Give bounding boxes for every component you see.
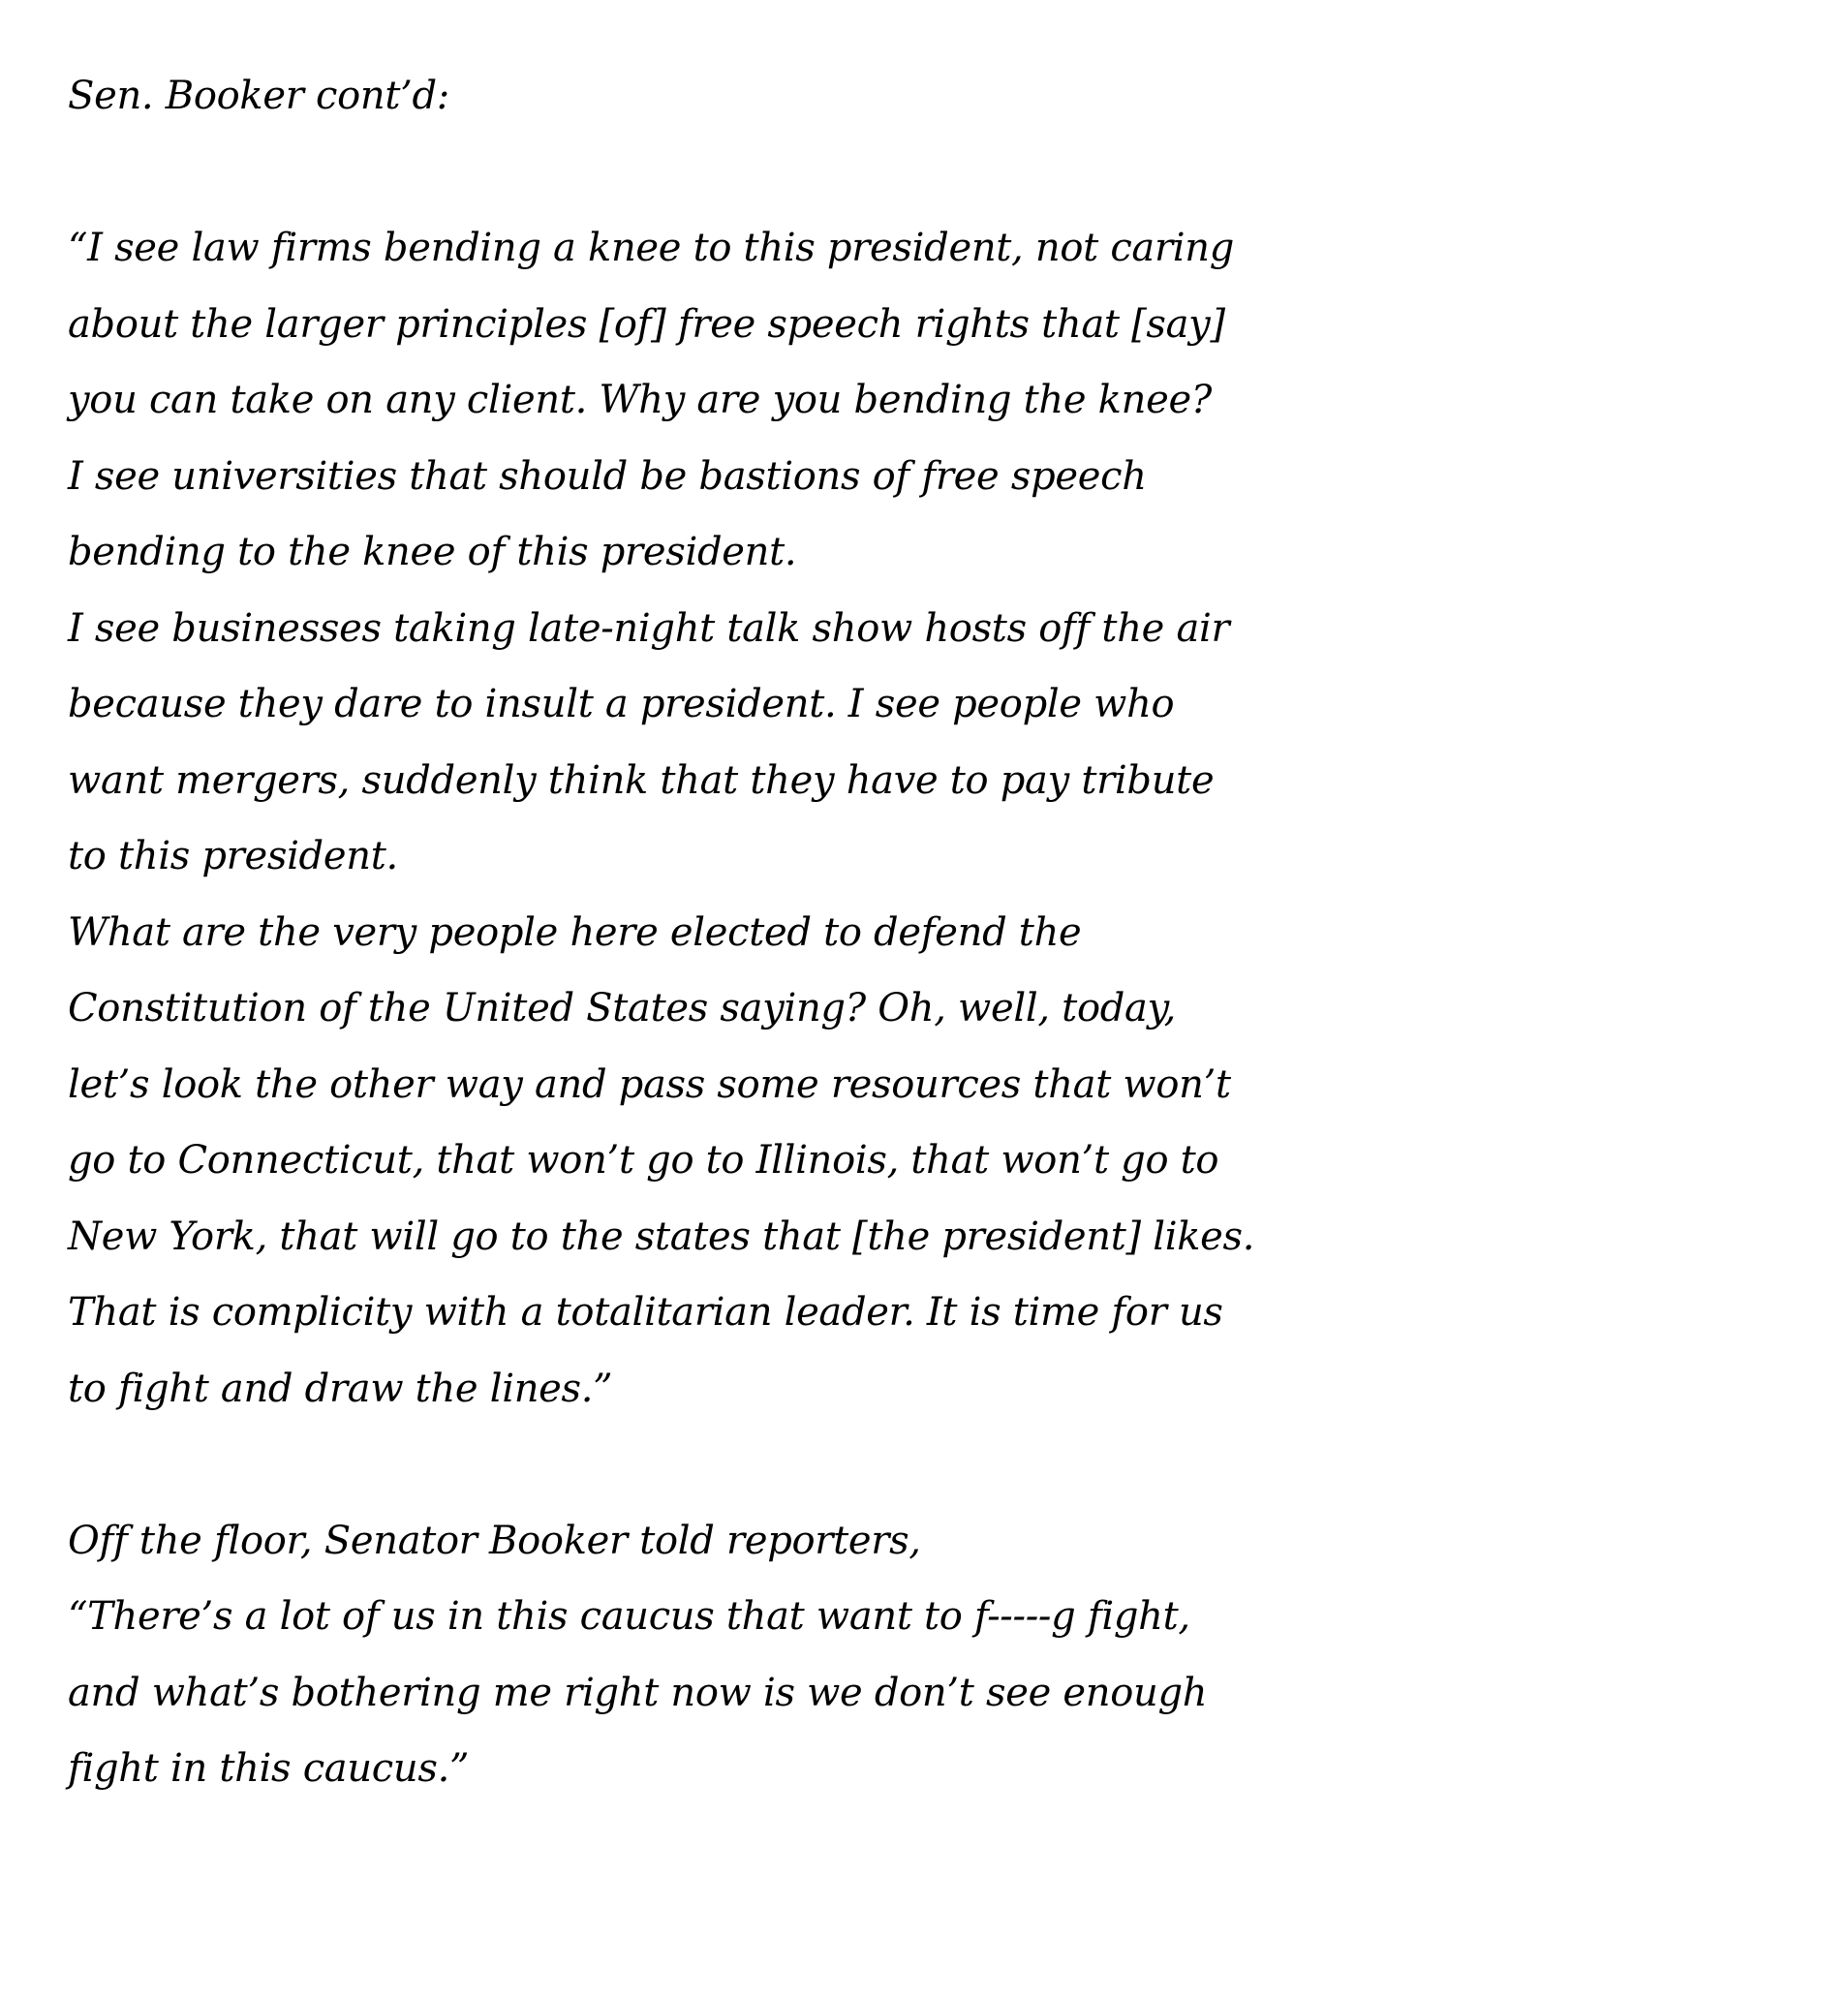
reporters-paragraph <box>68 1503 1840 1807</box>
quote-line: I see businesses taking late-night talk show hosts off the air <box>68 605 1230 651</box>
quote-line: fight in this caucus.” <box>68 1746 470 1791</box>
quote-line: and what’s bothering me right now is we don’t see enough <box>68 1670 1208 1715</box>
quote-line: you can take on any client. Why are you bending the knee? <box>68 378 1212 422</box>
heading: Sen. Booker cont’d: <box>68 74 449 118</box>
quote-line: “I see law firms bending a knee to this president, not caring <box>68 226 1235 270</box>
quote-line: want mergers, suddenly think that they have to pay tribute <box>68 757 1215 803</box>
quote-line: Off the floor, Senator Booker told reporters, <box>68 1518 921 1563</box>
document-body <box>68 58 1840 1807</box>
quote-line: let’s look the other way and pass some resources that won’t <box>68 1061 1231 1107</box>
quote-line: about the larger principles [of] free speech rights that [say] <box>68 301 1225 347</box>
quote-line: to this president. <box>68 834 398 878</box>
quote-line: New York, that will go to the states that [the president] likes. <box>68 1214 1255 1259</box>
quote-line: I see universities that should be bastions of free speech <box>68 453 1147 499</box>
paragraph-gap <box>68 1427 1840 1503</box>
quote-line: bending to the knee of this president. <box>68 530 797 574</box>
quote-line: because they dare to insult a president. I see people who <box>68 682 1175 726</box>
quote-line: to fight and draw the lines.” <box>68 1366 613 1411</box>
quote-line: That is complicity with a totalitarian leader. It is time for us <box>68 1290 1223 1335</box>
quote-paragraph <box>68 210 1840 1427</box>
quote-line: What are the very people here elected to defend the <box>68 909 1082 955</box>
quote-line: go to Connecticut, that won’t go to Illinois, that won’t go to <box>68 1138 1219 1183</box>
quote-line: Constitution of the United States saying? Oh, well, today, <box>68 986 1176 1030</box>
quote-line: “There’s a lot of us in this caucus that want to f-----g fight, <box>68 1594 1190 1639</box>
paragraph-gap <box>68 135 1840 211</box>
